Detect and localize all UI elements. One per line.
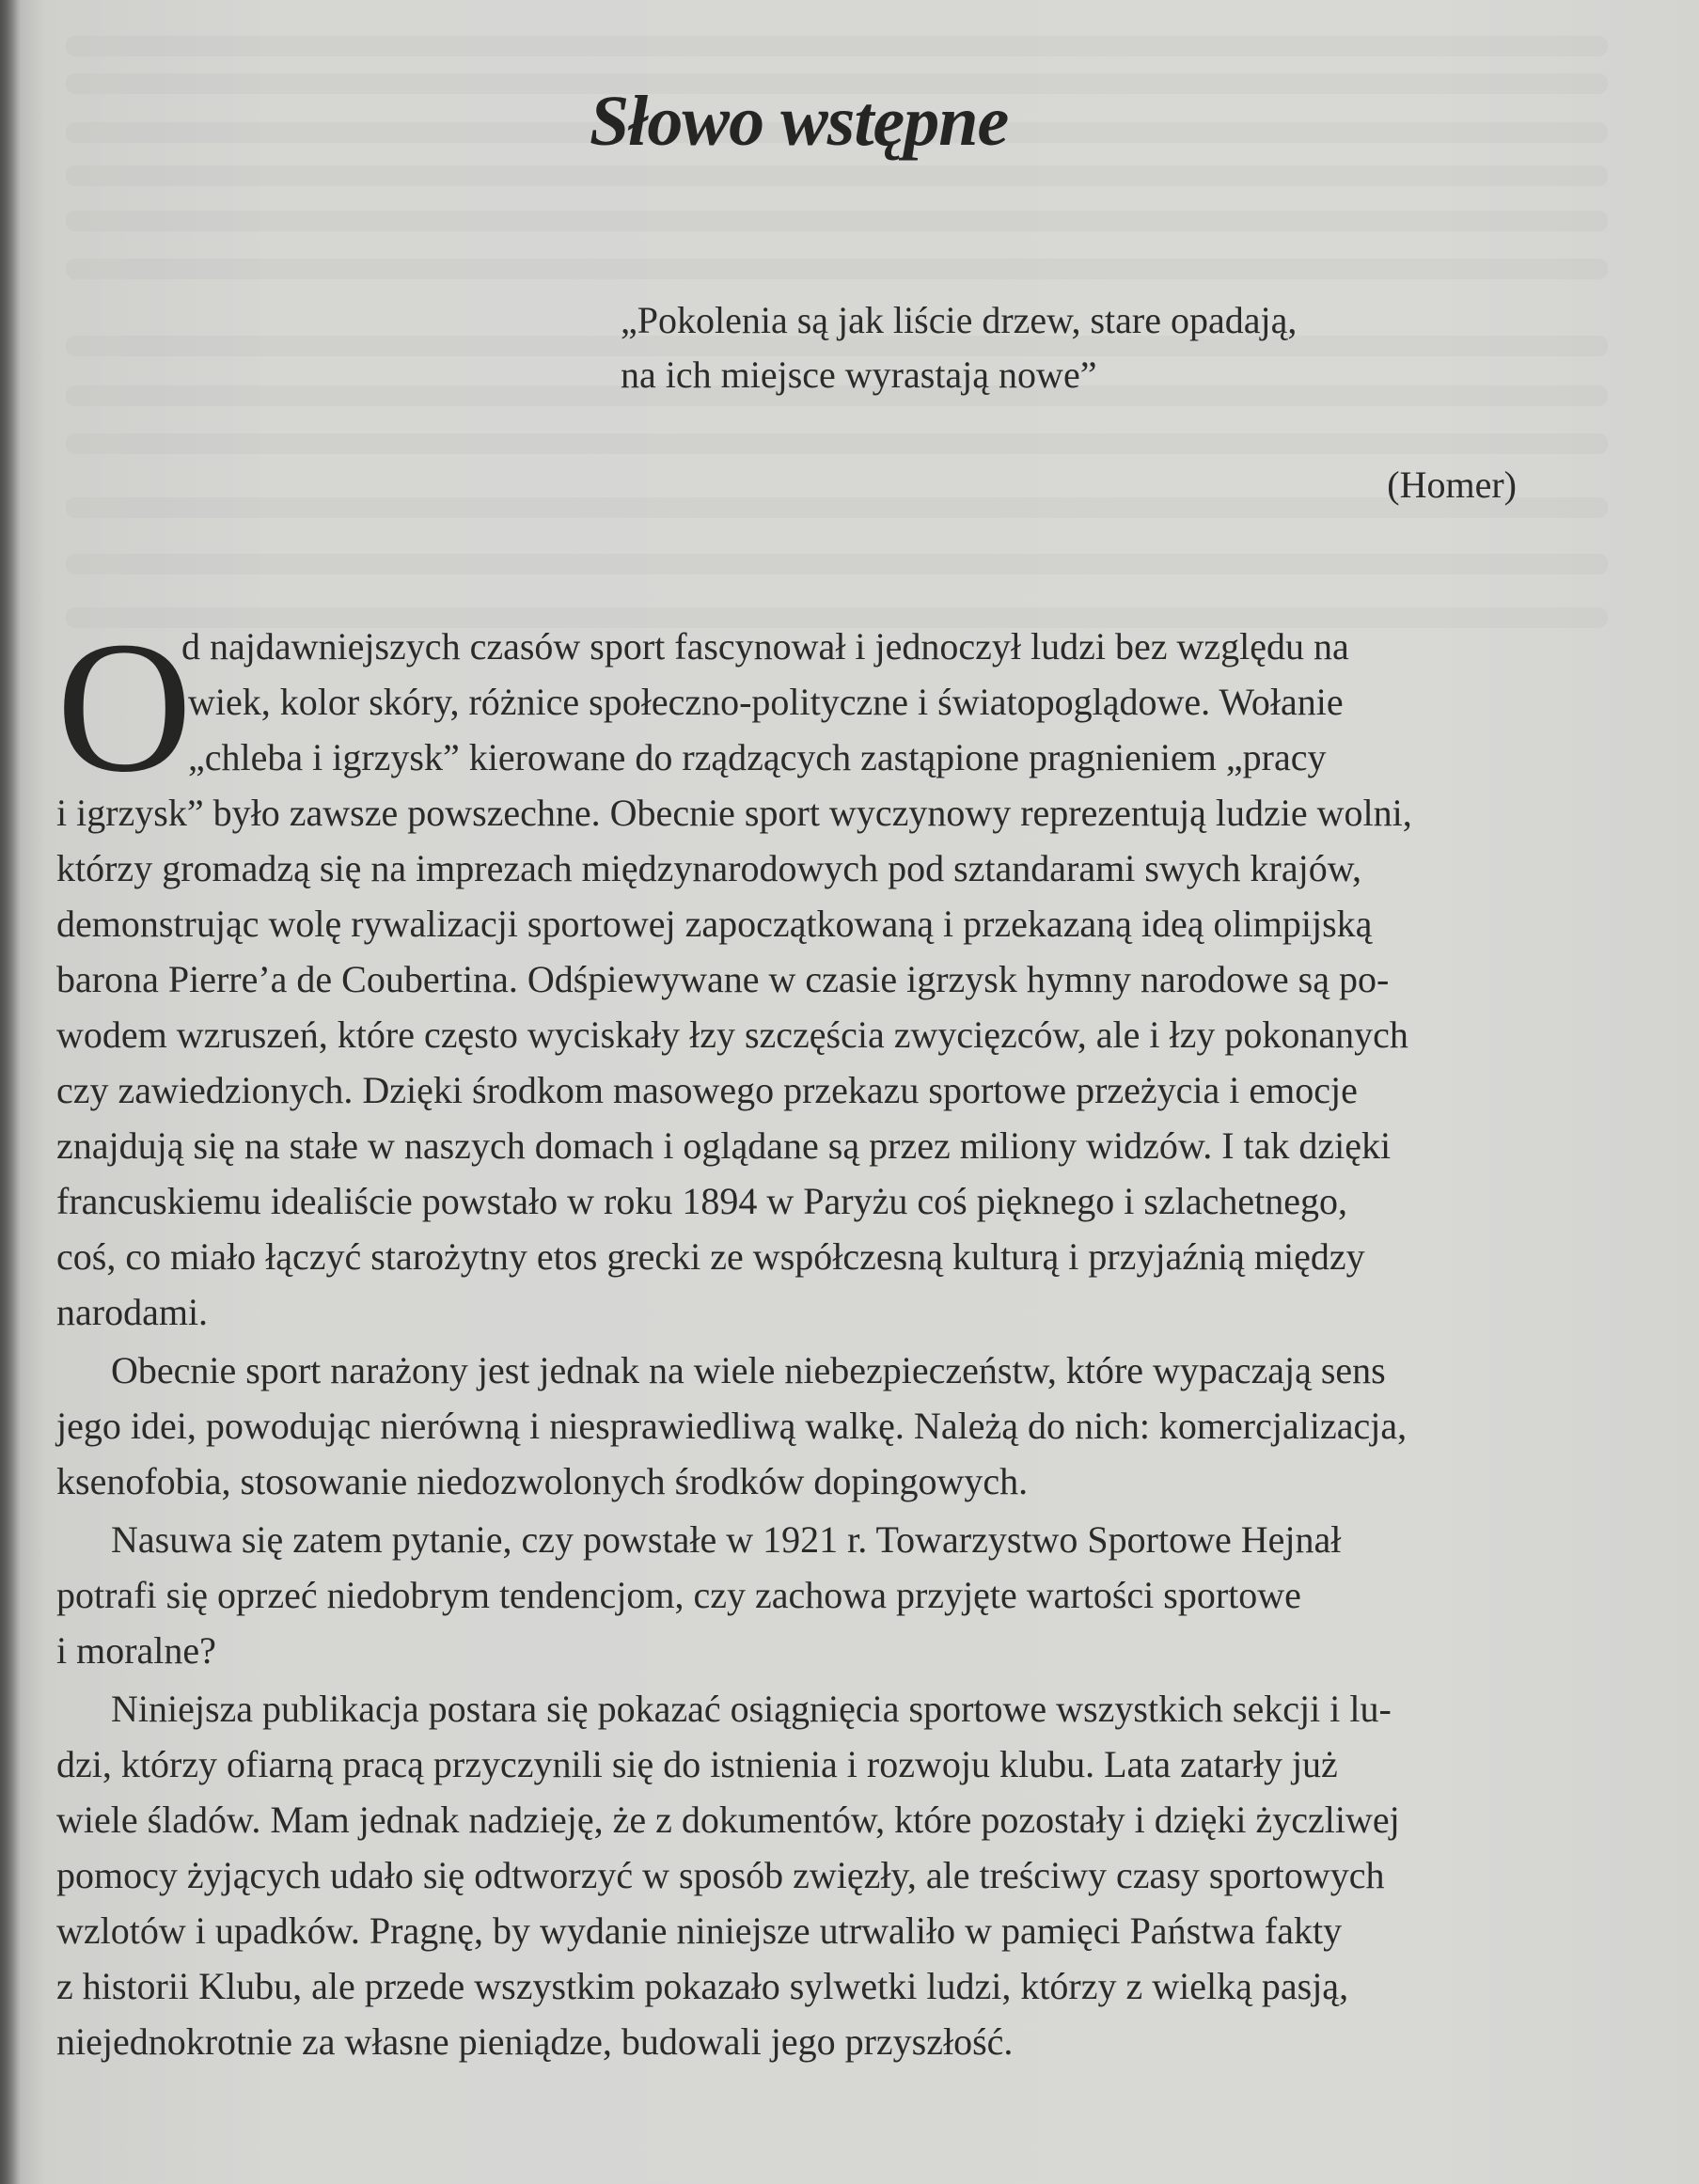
paragraph-line: wzlotów i upadków. Pragnę, by wydanie niniejsze utrwaliło w pamięci Państwa fakty (56, 1909, 1343, 1952)
paragraph-line: i igrzysk” było zawsze powszechne. Obecnie sport wyczynowy reprezentują ludzie wolni, (56, 792, 1412, 834)
paragraph-line: demonstrując wolę rywalizacji sportowej zapoczątkowaną i przekazaną ideą olimpijską (56, 903, 1373, 945)
show-through-line (66, 554, 1608, 574)
epigraph-line: na ich miejsce wyrastają nowe” (621, 354, 1097, 396)
show-through-line (66, 165, 1608, 186)
show-through-line (66, 259, 1608, 279)
paragraph-line: i moralne? (56, 1629, 216, 1672)
paragraph-line: Niniejsza publikacja postara się pokazać osiągnięcia sportowe wszystkich sekcji i lu- (111, 1688, 1392, 1730)
paragraph-line: z historii Klubu, ale przede wszystkim pokazało sylwetki ludzi, którzy z wielką pasją, (56, 1965, 1349, 2007)
paragraph-line: dzi, którzy ofiarną pracą przyczynili się do istnienia i rozwoju klubu. Lata zatarły już (56, 1743, 1338, 1785)
paragraph-line: czy zawiedzionych. Dzięki środkom masowego przekazu sportowe przeżycia i emocje (56, 1069, 1358, 1111)
paragraph-line: d najdawniejszych czasów sport fascynował i jednoczył ludzi bez względu na (181, 625, 1349, 668)
paragraph-line: „chleba i igrzysk” kierowane do rządzących zastąpione pragnieniem „pracy (188, 736, 1327, 778)
paragraph-line: Obecnie sport narażony jest jednak na wiele niebezpieczeństw, które wypaczają sens (111, 1349, 1386, 1391)
paragraph (56, 1343, 1617, 1509)
paragraph-line: narodami. (56, 1291, 209, 1333)
paragraph-line: jego idei, powodując nierówną i niesprawiedliwą walkę. Należą do nich: komercjalizacja, (56, 1405, 1408, 1447)
paragraph (56, 1512, 1617, 1678)
paragraph-line: znajdują się na stałe w naszych domach i oglądane są przez miliony widzów. I tak dzięki (56, 1124, 1392, 1167)
epigraph-line: „Pokolenia są jak liście drzew, stare opadają, (621, 299, 1298, 341)
epigraph-author: (Homer) (1387, 464, 1517, 506)
book-spine-shadow (0, 0, 21, 2184)
paragraph-line: wiek, kolor skóry, różnice społeczno-polityczne i światopoglądowe. Wołanie (188, 681, 1344, 723)
show-through-line (66, 36, 1608, 56)
paragraph-line: niejednokrotnie za własne pieniądze, budowali jego przyszłość. (56, 2020, 1014, 2063)
paragraph-line: wiele śladów. Mam jednak nadzieję, że z dokumentów, które pozostały i dzięki życzliwej (56, 1799, 1400, 1841)
page-title: Słowo wstępne (590, 82, 1009, 161)
paragraph-line: francuskiemu idealiście powstało w roku 1894 w Paryżu coś pięknego i szlachetnego, (56, 1180, 1347, 1222)
paragraph (56, 604, 1617, 1340)
paragraph-line: pomocy żyjących udało się odtworzyć w sposób zwięzły, ale treściwy czasy sportowych (56, 1854, 1385, 1896)
paragraph-line: wodem wzruszeń, które często wyciskały łzy szczęścia zwycięzców, ale i łzy pokonanych (56, 1013, 1408, 1056)
drop-cap: O (56, 604, 193, 811)
paragraph-line: barona Pierre’a de Coubertina. Odśpiewywane w czasie igrzysk hymny narodowe są po- (56, 958, 1390, 1000)
paragraph-line: coś, co miało łączyć starożytny etos grecki ze współczesną kulturą i przyjaźnią między (56, 1235, 1365, 1278)
paragraph-line: ksenofobia, stosowanie niedozwolonych środków dopingowych. (56, 1460, 1029, 1502)
paragraph-line: Nasuwa się zatem pytanie, czy powstałe w 1921 r. Towarzystwo Sportowe Hejnał (111, 1518, 1342, 1561)
epigraph (621, 293, 1297, 402)
show-through-line (66, 433, 1608, 454)
paragraph (56, 1681, 1617, 2069)
paragraph-line: potrafi się oprzeć niedobrym tendencjom, czy zachowa przyjęte wartości sportowe (56, 1574, 1301, 1616)
show-through-line (66, 497, 1608, 518)
show-through-line (66, 211, 1608, 231)
paragraph-line: którzy gromadzą się na imprezach międzynarodowych pod sztandarami swych krajów, (56, 847, 1362, 889)
